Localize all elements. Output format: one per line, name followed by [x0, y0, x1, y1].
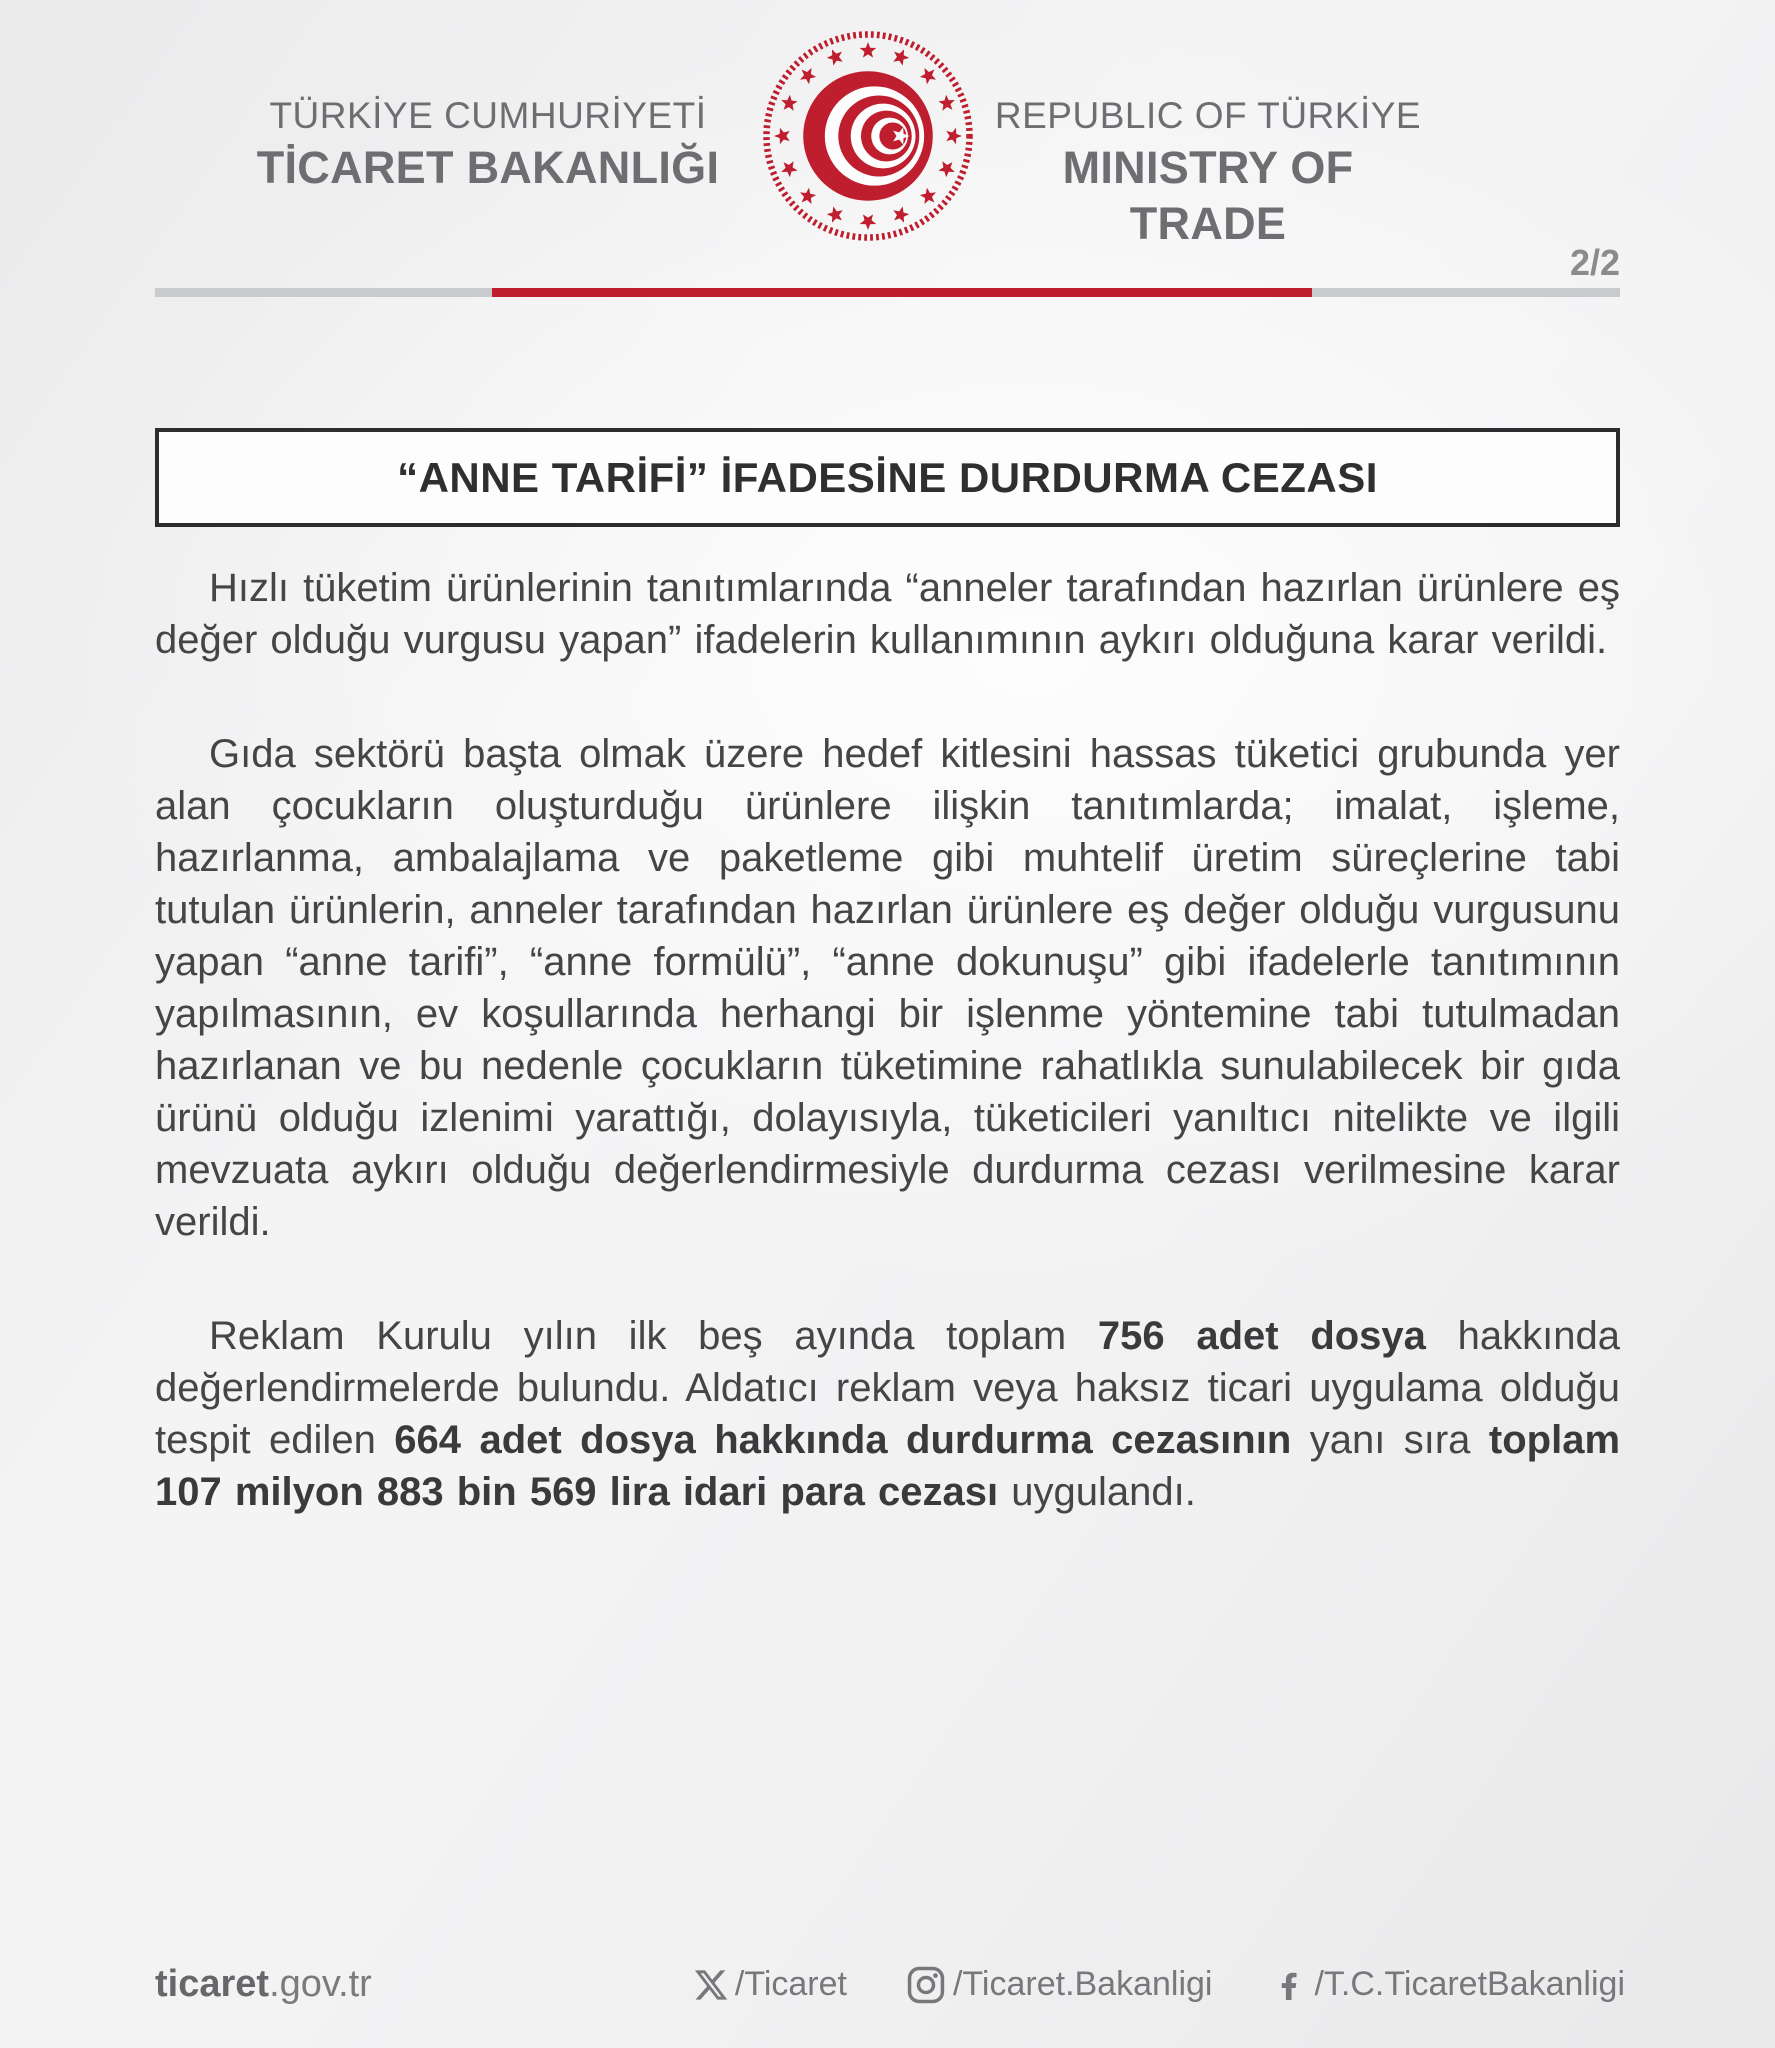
- paragraph-bold-text: toplam 107 milyon 883 bin 569 lira idari para cezası: [155, 1418, 1621, 1514]
- ministry-of-trade-logo-icon: [760, 28, 976, 244]
- announcement-title: “ANNE TARİFİ” İFADESİNE DURDURMA CEZASI: [397, 453, 1378, 501]
- paragraph: [155, 562, 1620, 666]
- brand-turkish-line2: TİCARET BAKANLIĞI: [256, 142, 720, 193]
- social-handle-facebook: /T.C.TicaretBakanligi: [1314, 1965, 1625, 2003]
- paragraph-text: Hızlı tüketim ürünlerinin tanıtımlarında “anneler tarafından hazırlan ürünlere eş değer olduğu vurgusu yapan” ifadelerin kullanımının aykırı olduğuna karar verildi.: [155, 566, 1620, 662]
- paragraph-bold-text: 756 adet dosya: [1097, 1314, 1426, 1358]
- progress-segment-red: [492, 288, 1312, 297]
- facebook-icon: [1270, 1966, 1308, 2004]
- website-bold-part: ticaret: [155, 1963, 270, 2005]
- page-number: 2/2: [1569, 242, 1620, 283]
- social-link-instagram[interactable]: [905, 1964, 1213, 2006]
- website-link[interactable]: [155, 1963, 372, 2006]
- brand-english: [978, 92, 1438, 252]
- brand-english-line2: MINISTRY OF TRADE: [1062, 142, 1354, 249]
- announcement-title-box: [155, 428, 1620, 527]
- instagram-icon: [905, 1964, 947, 2006]
- social-handle-instagram: /Ticaret.Bakanligi: [952, 1965, 1213, 2003]
- paragraph: [155, 1310, 1620, 1518]
- social-link-x[interactable]: [693, 1965, 847, 2004]
- social-link-facebook[interactable]: [1270, 1965, 1625, 2004]
- paragraph-text: Reklam Kurulu yılın ilk beş ayında toplam: [209, 1314, 1098, 1358]
- social-handle-x: /Ticaret: [734, 1965, 847, 2003]
- brand-turkish: [228, 92, 748, 196]
- social-links: [693, 1964, 1625, 2006]
- website-rest-part: .gov.tr: [269, 1963, 372, 2005]
- x-icon: [693, 1967, 729, 2003]
- progress-segment-gray-right: [1312, 288, 1620, 297]
- progress-segment-gray-left: [155, 288, 492, 297]
- paragraph-text: yanı sıra: [1291, 1418, 1489, 1462]
- paragraph-bold-text: 664 adet dosya hakkında durdurma cezasının: [394, 1418, 1292, 1462]
- brand-turkish-line1: TÜRKİYE CUMHURİYETİ: [269, 95, 707, 136]
- paragraph-text: Gıda sektörü başta olmak üzere hedef kitlesini hassas tüketici grubunda yer alan çocukların oluşturduğu ürünlere ilişkin tanıtımlarda; imalat, işleme, hazırlanma, ambalajlama ve paketleme gibi muhtelif üretim süreçlerine tabi tutulan ürünlerin, anneler tarafından hazırlan ürünlere eş değer olduğu vurgusunu yapan “anne tarifi”, “anne formülü”, “anne dokunuşu” gibi ifadelerle tanıtımının yapılmasının, ev koşullarında herhangi bir işlenme yöntemine tabi tutulmadan hazırlanan ve bu nedenle çocukların tüketimine rahatlıkla sunulabilecek bir gıda ürünü olduğu izlenimi yarattığı, dolayısıyla, tüketicileri yanıltıcı nitelikte ve ilgili mevzuata aykırı olduğu değerlendirmesiyle durdurma cezası verilmesine karar verildi.: [155, 732, 1620, 1244]
- paragraph-text: hakkında değerlendirmelerde bulundu. Aldatıcı reklam veya haksız ticari uygulama olduğu tespit edilen: [155, 1314, 1620, 1462]
- paragraph: [155, 728, 1620, 1248]
- progress-bar: [155, 288, 1620, 297]
- footer: [155, 1963, 1625, 2006]
- paragraph-text: uygulandı.: [998, 1470, 1196, 1514]
- brand-english-line1: REPUBLIC OF TÜRKİYE: [994, 95, 1422, 136]
- article-body: [155, 562, 1620, 1580]
